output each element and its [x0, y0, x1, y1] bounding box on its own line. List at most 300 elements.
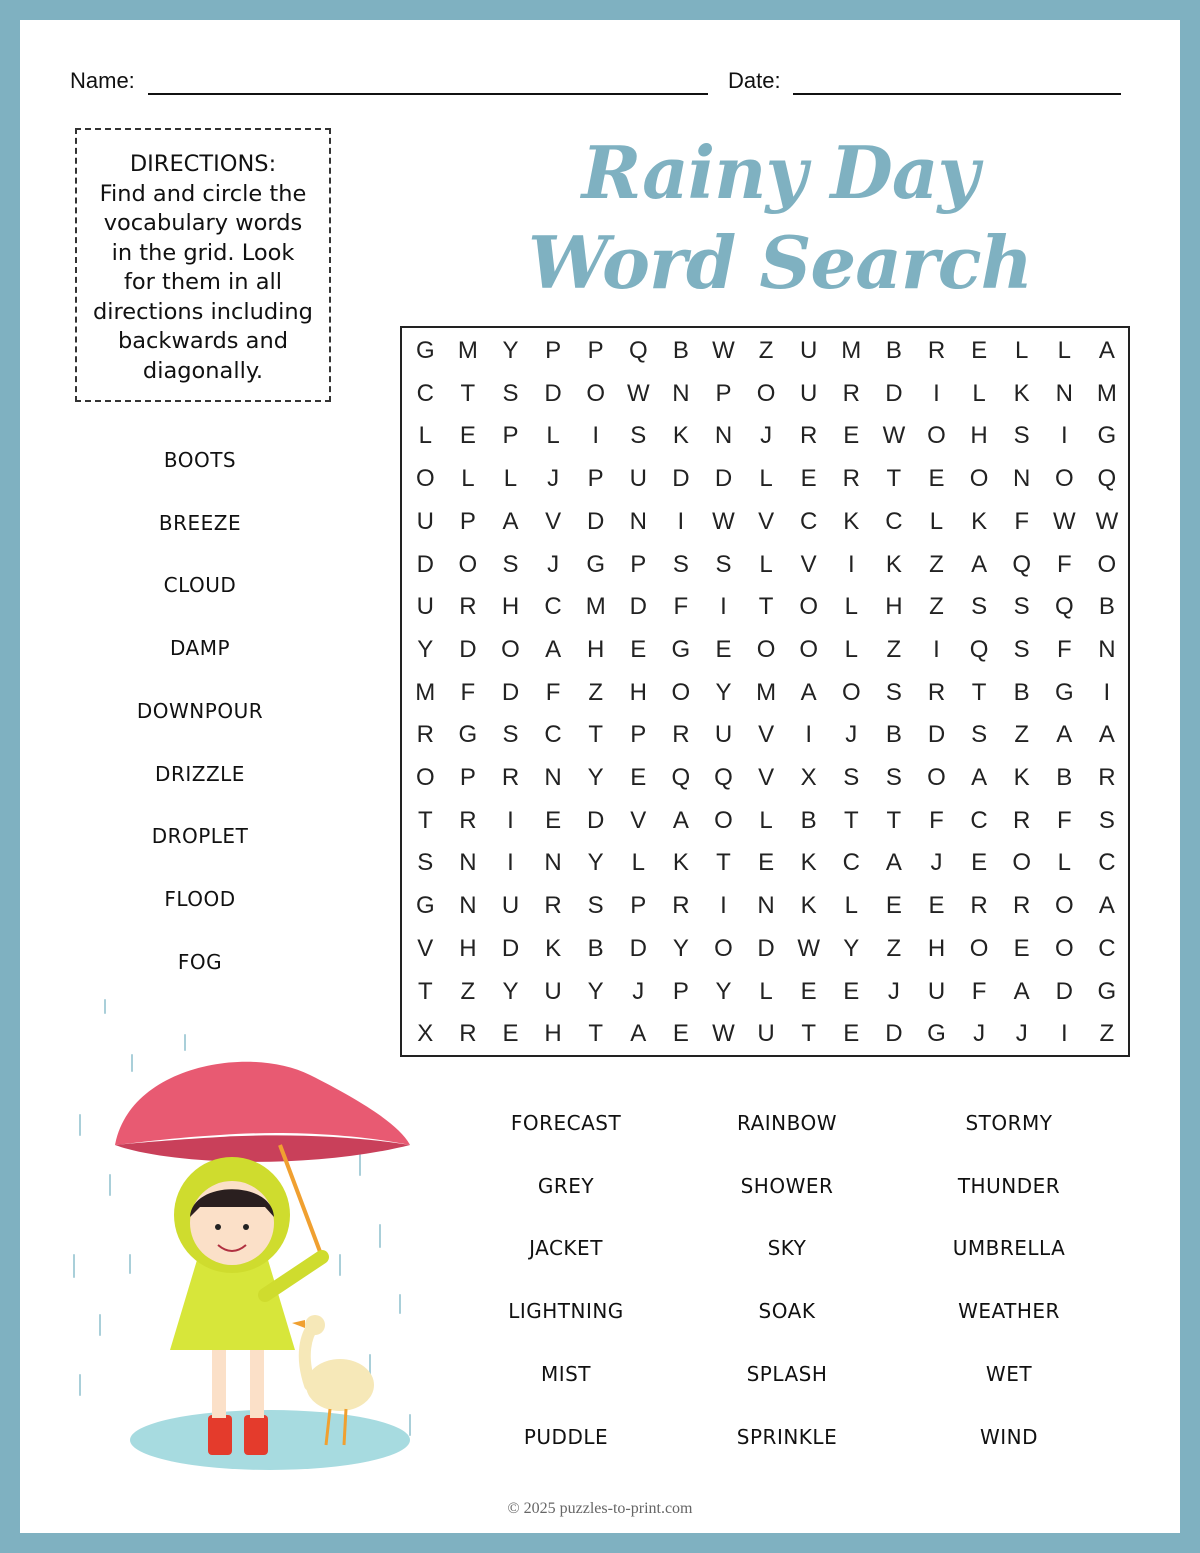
- grid-letter[interactable]: L: [844, 635, 858, 663]
- grid-letter[interactable]: D: [1055, 977, 1073, 1005]
- grid-letter[interactable]: M: [1096, 379, 1117, 407]
- grid-letter[interactable]: O: [927, 764, 946, 791]
- grid-letter[interactable]: G: [1097, 977, 1117, 1005]
- grid-letter[interactable]: F: [1056, 550, 1072, 578]
- grid-letter[interactable]: O: [841, 678, 861, 706]
- grid-letter[interactable]: Z: [886, 934, 902, 962]
- grid-letter[interactable]: O: [756, 635, 776, 663]
- grid-letter[interactable]: G: [927, 1020, 946, 1048]
- grid-letter[interactable]: G: [671, 635, 691, 663]
- grid-letter[interactable]: C: [416, 379, 434, 407]
- worksheet-page: [20, 20, 1180, 1533]
- grid-letter[interactable]: M: [415, 678, 436, 706]
- grid-letter[interactable]: N: [1098, 635, 1116, 663]
- grid-letter[interactable]: N: [1013, 465, 1031, 493]
- grid-letter[interactable]: S: [885, 678, 902, 706]
- grid-letter[interactable]: T: [801, 1020, 817, 1048]
- grid-letter[interactable]: I: [805, 721, 813, 749]
- grid-letter[interactable]: E: [971, 849, 988, 877]
- grid-letter[interactable]: C: [885, 507, 903, 535]
- grid-letter[interactable]: K: [800, 849, 817, 877]
- name-line[interactable]: [148, 93, 708, 95]
- grid-letter[interactable]: A: [800, 678, 817, 706]
- grid-letter[interactable]: Z: [886, 635, 902, 663]
- grid-letter[interactable]: I: [933, 379, 940, 407]
- grid-letter[interactable]: O: [586, 379, 606, 407]
- grid-letter[interactable]: Z: [588, 678, 604, 706]
- grid-letter[interactable]: H: [927, 934, 946, 962]
- grid-letter[interactable]: U: [629, 465, 647, 493]
- grid-letter[interactable]: R: [672, 721, 690, 749]
- grid-letter[interactable]: O: [799, 593, 819, 621]
- grid-letter[interactable]: D: [672, 465, 690, 493]
- grid-letter[interactable]: K: [971, 507, 988, 535]
- grid-letter[interactable]: M: [585, 593, 606, 621]
- grid-letter[interactable]: O: [799, 635, 819, 663]
- grid-letter[interactable]: U: [544, 977, 562, 1005]
- grid-letter[interactable]: S: [630, 422, 647, 450]
- grid-letter[interactable]: S: [502, 379, 519, 407]
- grid-letter[interactable]: J: [887, 977, 900, 1005]
- grid-letter[interactable]: D: [459, 635, 477, 663]
- grid-letter[interactable]: I: [507, 806, 514, 834]
- grid-letter[interactable]: W: [712, 337, 735, 364]
- grid-letter[interactable]: L: [461, 465, 475, 493]
- grid-letter[interactable]: G: [1054, 678, 1074, 706]
- grid-letter[interactable]: E: [545, 806, 562, 834]
- grid-letter[interactable]: T: [588, 1020, 604, 1048]
- grid-letter[interactable]: E: [630, 635, 647, 663]
- grid-letter[interactable]: B: [800, 806, 817, 834]
- grid-letter[interactable]: R: [459, 593, 477, 621]
- grid-letter[interactable]: M: [841, 337, 862, 364]
- grid-letter[interactable]: P: [672, 977, 689, 1005]
- grid-letter[interactable]: S: [587, 892, 604, 920]
- grid-letter[interactable]: L: [418, 422, 432, 450]
- grid-letter[interactable]: R: [800, 422, 818, 450]
- grid-letter[interactable]: T: [843, 806, 859, 834]
- grid-letter[interactable]: A: [1056, 721, 1073, 749]
- grid-letter[interactable]: R: [1098, 764, 1116, 791]
- grid-letter[interactable]: U: [416, 593, 434, 621]
- grid-letter[interactable]: R: [927, 337, 946, 364]
- grid-letter[interactable]: C: [800, 507, 818, 535]
- grid-letter[interactable]: D: [544, 379, 562, 407]
- grid-letter[interactable]: O: [756, 379, 776, 407]
- grid-letter[interactable]: J: [547, 465, 560, 493]
- grid-letter[interactable]: E: [928, 465, 945, 493]
- grid-letter[interactable]: I: [933, 635, 940, 663]
- grid-letter[interactable]: S: [1013, 635, 1030, 663]
- grid-letter[interactable]: H: [970, 422, 988, 450]
- grid-letter[interactable]: D: [927, 721, 946, 749]
- grid-letter[interactable]: X: [417, 1020, 434, 1048]
- grid-letter[interactable]: U: [714, 721, 733, 749]
- grid-letter[interactable]: F: [1056, 806, 1072, 834]
- grid-letter[interactable]: W: [797, 934, 821, 962]
- grid-letter[interactable]: P: [545, 337, 562, 364]
- grid-letter[interactable]: L: [759, 465, 773, 493]
- grid-letter[interactable]: S: [672, 550, 689, 578]
- grid-letter[interactable]: T: [716, 849, 731, 877]
- grid-letter[interactable]: E: [843, 422, 860, 450]
- grid-letter[interactable]: G: [415, 892, 435, 920]
- grid-letter[interactable]: U: [927, 977, 946, 1005]
- grid-letter[interactable]: L: [844, 593, 858, 621]
- grid-letter[interactable]: Q: [969, 635, 989, 663]
- grid-letter[interactable]: P: [459, 764, 476, 791]
- grid-letter[interactable]: E: [843, 1020, 860, 1048]
- grid-letter[interactable]: P: [502, 422, 519, 450]
- grid-letter[interactable]: I: [720, 892, 727, 920]
- grid-letter[interactable]: L: [759, 806, 773, 834]
- grid-letter[interactable]: D: [629, 593, 647, 621]
- grid-letter[interactable]: D: [885, 379, 903, 407]
- grid-letter[interactable]: S: [843, 764, 860, 791]
- grid-letter[interactable]: D: [587, 806, 605, 834]
- grid-letter[interactable]: E: [630, 764, 647, 791]
- grid-letter[interactable]: S: [971, 593, 988, 621]
- grid-letter[interactable]: O: [1012, 849, 1032, 877]
- grid-letter[interactable]: Q: [1054, 593, 1074, 621]
- grid-letter[interactable]: V: [630, 806, 647, 834]
- grid-letter[interactable]: N: [459, 849, 477, 877]
- grid-letter[interactable]: Y: [587, 977, 604, 1005]
- grid-letter[interactable]: E: [800, 465, 817, 493]
- grid-letter[interactable]: Q: [628, 337, 648, 364]
- grid-letter[interactable]: K: [885, 550, 902, 578]
- grid-letter[interactable]: O: [458, 550, 478, 578]
- grid-letter[interactable]: U: [800, 337, 818, 364]
- grid-letter[interactable]: K: [1013, 379, 1030, 407]
- grid-letter[interactable]: W: [1095, 507, 1119, 535]
- grid-letter[interactable]: C: [1098, 934, 1116, 962]
- grid-letter[interactable]: I: [847, 550, 855, 578]
- grid-letter[interactable]: A: [971, 764, 988, 791]
- grid-letter[interactable]: T: [417, 977, 433, 1005]
- grid-letter[interactable]: D: [757, 934, 775, 962]
- grid-letter[interactable]: P: [459, 507, 476, 535]
- grid-letter[interactable]: A: [545, 635, 562, 663]
- grid-letter[interactable]: K: [800, 892, 817, 920]
- grid-letter[interactable]: S: [502, 721, 519, 749]
- grid-letter[interactable]: A: [885, 849, 902, 877]
- grid-letter[interactable]: B: [885, 721, 902, 749]
- grid-letter[interactable]: N: [544, 849, 562, 877]
- grid-letter[interactable]: N: [544, 764, 562, 791]
- grid-letter[interactable]: O: [969, 465, 989, 493]
- grid-letter[interactable]: Y: [502, 977, 519, 1005]
- grid-letter[interactable]: O: [671, 678, 691, 706]
- grid-letter[interactable]: R: [416, 721, 434, 749]
- grid-letter[interactable]: S: [1013, 593, 1030, 621]
- grid-letter[interactable]: E: [928, 892, 945, 920]
- grid-letter[interactable]: O: [714, 934, 733, 962]
- grid-letter[interactable]: Z: [460, 977, 476, 1005]
- grid-letter[interactable]: B: [1056, 764, 1073, 791]
- grid-letter[interactable]: L: [759, 550, 773, 578]
- grid-letter[interactable]: V: [758, 507, 775, 535]
- grid-letter[interactable]: U: [501, 892, 520, 920]
- grid-letter[interactable]: L: [1057, 337, 1071, 364]
- grid-letter[interactable]: A: [1098, 337, 1115, 364]
- grid-letter[interactable]: U: [800, 379, 818, 407]
- grid-letter[interactable]: E: [502, 1020, 519, 1048]
- grid-letter[interactable]: X: [800, 764, 817, 791]
- grid-letter[interactable]: Z: [1014, 721, 1030, 749]
- grid-letter[interactable]: W: [712, 507, 735, 535]
- grid-letter[interactable]: Q: [1097, 465, 1117, 493]
- grid-letter[interactable]: T: [588, 721, 604, 749]
- grid-letter[interactable]: J: [930, 849, 943, 877]
- grid-letter[interactable]: S: [417, 849, 434, 877]
- grid-letter[interactable]: T: [460, 379, 476, 407]
- grid-letter[interactable]: S: [1013, 422, 1030, 450]
- grid-letter[interactable]: O: [1054, 465, 1074, 493]
- grid-letter[interactable]: S: [1098, 806, 1115, 834]
- grid-letter[interactable]: K: [545, 934, 562, 962]
- grid-letter[interactable]: O: [1054, 934, 1074, 962]
- grid-letter[interactable]: G: [415, 337, 435, 364]
- grid-letter[interactable]: N: [672, 379, 690, 407]
- grid-letter[interactable]: F: [971, 977, 987, 1005]
- title-line-2: Word Search: [528, 220, 1032, 305]
- grid-letter[interactable]: N: [757, 892, 775, 920]
- grid-letter[interactable]: L: [546, 422, 560, 450]
- grid-letter[interactable]: A: [672, 806, 689, 834]
- grid-letter[interactable]: E: [971, 337, 988, 364]
- grid-letter[interactable]: A: [630, 1020, 647, 1048]
- grid-letter[interactable]: Z: [929, 593, 944, 621]
- grid-letter[interactable]: E: [1013, 934, 1030, 962]
- grid-letter[interactable]: V: [800, 550, 817, 578]
- grid-letter[interactable]: I: [507, 849, 514, 877]
- grid-letter[interactable]: K: [672, 849, 689, 877]
- grid-letter[interactable]: I: [677, 507, 685, 535]
- grid-letter[interactable]: B: [1013, 678, 1030, 706]
- grid-letter[interactable]: G: [586, 550, 606, 578]
- grid-letter[interactable]: Y: [587, 764, 604, 791]
- grid-letter[interactable]: F: [673, 593, 689, 621]
- grid-letter[interactable]: J: [760, 422, 773, 450]
- grid-letter[interactable]: V: [758, 721, 775, 749]
- grid-letter[interactable]: A: [971, 550, 988, 578]
- grid-letter[interactable]: V: [758, 764, 775, 791]
- grid-letter[interactable]: P: [587, 337, 604, 364]
- grid-letter[interactable]: R: [459, 1020, 477, 1048]
- grid-letter[interactable]: A: [1098, 721, 1115, 749]
- grid-letter[interactable]: H: [544, 1020, 562, 1048]
- grid-letter[interactable]: I: [720, 593, 727, 621]
- grid-letter[interactable]: I: [1060, 422, 1068, 450]
- grid-letter[interactable]: E: [715, 635, 732, 663]
- grid-letter[interactable]: A: [1013, 977, 1030, 1005]
- grid-letter[interactable]: E: [885, 892, 902, 920]
- directions-line: for them in all: [123, 269, 283, 295]
- grid-letter[interactable]: D: [501, 678, 520, 706]
- grid-letter[interactable]: I: [1103, 678, 1111, 706]
- grid-letter[interactable]: Z: [1099, 1020, 1115, 1048]
- grid-letter[interactable]: F: [929, 806, 944, 834]
- grid-letter[interactable]: I: [1060, 1020, 1068, 1048]
- grid-letter[interactable]: C: [1098, 849, 1116, 877]
- directions-line: DIRECTIONS:: [129, 151, 277, 177]
- grid-letter[interactable]: H: [501, 593, 520, 621]
- grid-letter[interactable]: N: [714, 422, 733, 450]
- grid-letter[interactable]: B: [672, 337, 689, 364]
- grid-letter[interactable]: L: [972, 379, 986, 407]
- grid-letter[interactable]: G: [1097, 422, 1117, 450]
- grid-letter[interactable]: L: [844, 892, 858, 920]
- grid-letter[interactable]: Y: [715, 977, 732, 1005]
- grid-letter[interactable]: R: [1013, 806, 1031, 834]
- grid-letter[interactable]: P: [630, 550, 647, 578]
- grid-letter[interactable]: H: [885, 593, 903, 621]
- grid-letter[interactable]: T: [886, 465, 902, 493]
- grid-letter[interactable]: T: [886, 806, 902, 834]
- grid-letter[interactable]: L: [1015, 337, 1029, 364]
- grid-letter[interactable]: E: [672, 1020, 689, 1048]
- grid-letter[interactable]: Y: [417, 635, 434, 663]
- grid-letter[interactable]: P: [587, 465, 604, 493]
- grid-letter[interactable]: V: [417, 934, 434, 962]
- grid-letter[interactable]: Y: [715, 678, 732, 706]
- grid-letter[interactable]: H: [629, 678, 647, 706]
- grid-letter[interactable]: B: [1098, 593, 1115, 621]
- grid-letter[interactable]: C: [544, 721, 562, 749]
- grid-letter[interactable]: K: [1013, 764, 1030, 791]
- grid-letter[interactable]: T: [417, 806, 433, 834]
- grid-letter[interactable]: D: [885, 1020, 903, 1048]
- grid-letter[interactable]: R: [501, 764, 520, 791]
- grid-letter[interactable]: Q: [714, 764, 733, 791]
- grid-letter[interactable]: U: [757, 1020, 775, 1048]
- grid-letter[interactable]: Z: [929, 550, 944, 578]
- word-list-item: SPRINKLE: [736, 1424, 838, 1449]
- grid-letter[interactable]: D: [587, 507, 605, 535]
- grid-letter[interactable]: E: [800, 977, 817, 1005]
- grid-letter[interactable]: P: [630, 721, 647, 749]
- grid-letter[interactable]: S: [502, 550, 519, 578]
- grid-letter[interactable]: O: [1054, 892, 1074, 920]
- grid-letter[interactable]: V: [545, 507, 562, 535]
- grid-letter[interactable]: J: [632, 977, 645, 1005]
- grid-letter[interactable]: M: [457, 337, 478, 364]
- grid-letter[interactable]: C: [842, 849, 860, 877]
- grid-letter[interactable]: E: [758, 849, 775, 877]
- grid-letter[interactable]: R: [842, 379, 860, 407]
- grid-letter[interactable]: I: [592, 422, 600, 450]
- grid-letter[interactable]: R: [544, 892, 562, 920]
- grid-letter[interactable]: G: [458, 721, 478, 749]
- grid-letter[interactable]: O: [927, 422, 946, 450]
- grid-letter[interactable]: P: [630, 892, 647, 920]
- grid-letter[interactable]: N: [629, 507, 647, 535]
- grid-letter[interactable]: A: [1098, 892, 1115, 920]
- grid-letter[interactable]: B: [885, 337, 902, 364]
- grid-letter[interactable]: R: [842, 465, 860, 493]
- grid-letter[interactable]: F: [1056, 635, 1072, 663]
- grid-letter[interactable]: B: [587, 934, 604, 962]
- grid-letter[interactable]: O: [714, 806, 733, 834]
- word-list-item: DAMP: [169, 636, 231, 661]
- girl-with-umbrella-illustration: [60, 995, 420, 1495]
- grid-letter[interactable]: F: [545, 678, 561, 706]
- grid-letter[interactable]: H: [459, 934, 477, 962]
- grid-letter[interactable]: C: [970, 806, 988, 834]
- grid-letter[interactable]: O: [969, 934, 989, 962]
- grid-letter[interactable]: R: [1013, 892, 1031, 920]
- name-label: Name:: [70, 68, 135, 93]
- grid-letter[interactable]: J: [1015, 1020, 1028, 1048]
- grid-letter[interactable]: E: [459, 422, 476, 450]
- grid-letter[interactable]: R: [927, 678, 946, 706]
- grid-letter[interactable]: F: [460, 678, 476, 706]
- grid-letter[interactable]: D: [416, 550, 434, 578]
- grid-letter[interactable]: F: [1014, 507, 1030, 535]
- umbrella-canopy: [115, 1062, 410, 1145]
- grid-letter[interactable]: R: [672, 892, 690, 920]
- grid-letter[interactable]: T: [758, 593, 774, 621]
- grid-letter[interactable]: K: [672, 422, 689, 450]
- grid-letter[interactable]: O: [415, 465, 435, 493]
- date-line[interactable]: [793, 93, 1121, 95]
- grid-letter[interactable]: P: [715, 379, 732, 407]
- grid-letter[interactable]: Y: [502, 337, 519, 364]
- grid-letter[interactable]: W: [882, 422, 906, 450]
- grid-letter[interactable]: S: [971, 721, 988, 749]
- grid-letter[interactable]: D: [501, 934, 520, 962]
- grid-letter[interactable]: L: [503, 465, 518, 493]
- grid-letter[interactable]: Q: [1012, 550, 1032, 578]
- grid-letter[interactable]: O: [415, 764, 435, 791]
- grid-letter[interactable]: J: [547, 550, 560, 578]
- grid-letter[interactable]: K: [843, 507, 860, 535]
- grid-letter[interactable]: N: [1055, 379, 1073, 407]
- grid-letter[interactable]: R: [970, 892, 988, 920]
- grid-letter[interactable]: Y: [843, 934, 860, 962]
- grid-letter[interactable]: J: [845, 721, 858, 749]
- grid-letter[interactable]: L: [929, 507, 944, 535]
- grid-letter[interactable]: S: [715, 550, 732, 578]
- grid-letter[interactable]: S: [885, 764, 902, 791]
- grid-letter[interactable]: N: [459, 892, 477, 920]
- grid-letter[interactable]: H: [587, 635, 605, 663]
- grid-letter[interactable]: U: [416, 507, 434, 535]
- grid-letter[interactable]: E: [843, 977, 860, 1005]
- grid-letter[interactable]: O: [501, 635, 520, 663]
- grid-letter[interactable]: C: [544, 593, 562, 621]
- grid-letter[interactable]: Y: [672, 934, 689, 962]
- grid-letter[interactable]: D: [629, 934, 647, 962]
- grid-letter[interactable]: L: [759, 977, 773, 1005]
- grid-letter[interactable]: L: [1057, 849, 1071, 877]
- grid-letter[interactable]: R: [459, 806, 477, 834]
- grid-letter[interactable]: W: [1052, 507, 1076, 535]
- grid-letter[interactable]: W: [712, 1020, 735, 1048]
- grid-letter[interactable]: W: [626, 379, 650, 407]
- grid-letter[interactable]: O: [1097, 550, 1117, 578]
- grid-letter[interactable]: Q: [671, 764, 691, 791]
- grid-letter[interactable]: J: [973, 1020, 986, 1048]
- grid-letter[interactable]: A: [502, 507, 519, 535]
- grid-letter[interactable]: L: [631, 849, 645, 877]
- grid-letter[interactable]: M: [756, 678, 777, 706]
- grid-letter[interactable]: T: [971, 678, 987, 706]
- grid-letter[interactable]: Z: [758, 337, 774, 364]
- grid-letter[interactable]: D: [714, 465, 733, 493]
- grid-letter[interactable]: Y: [587, 849, 604, 877]
